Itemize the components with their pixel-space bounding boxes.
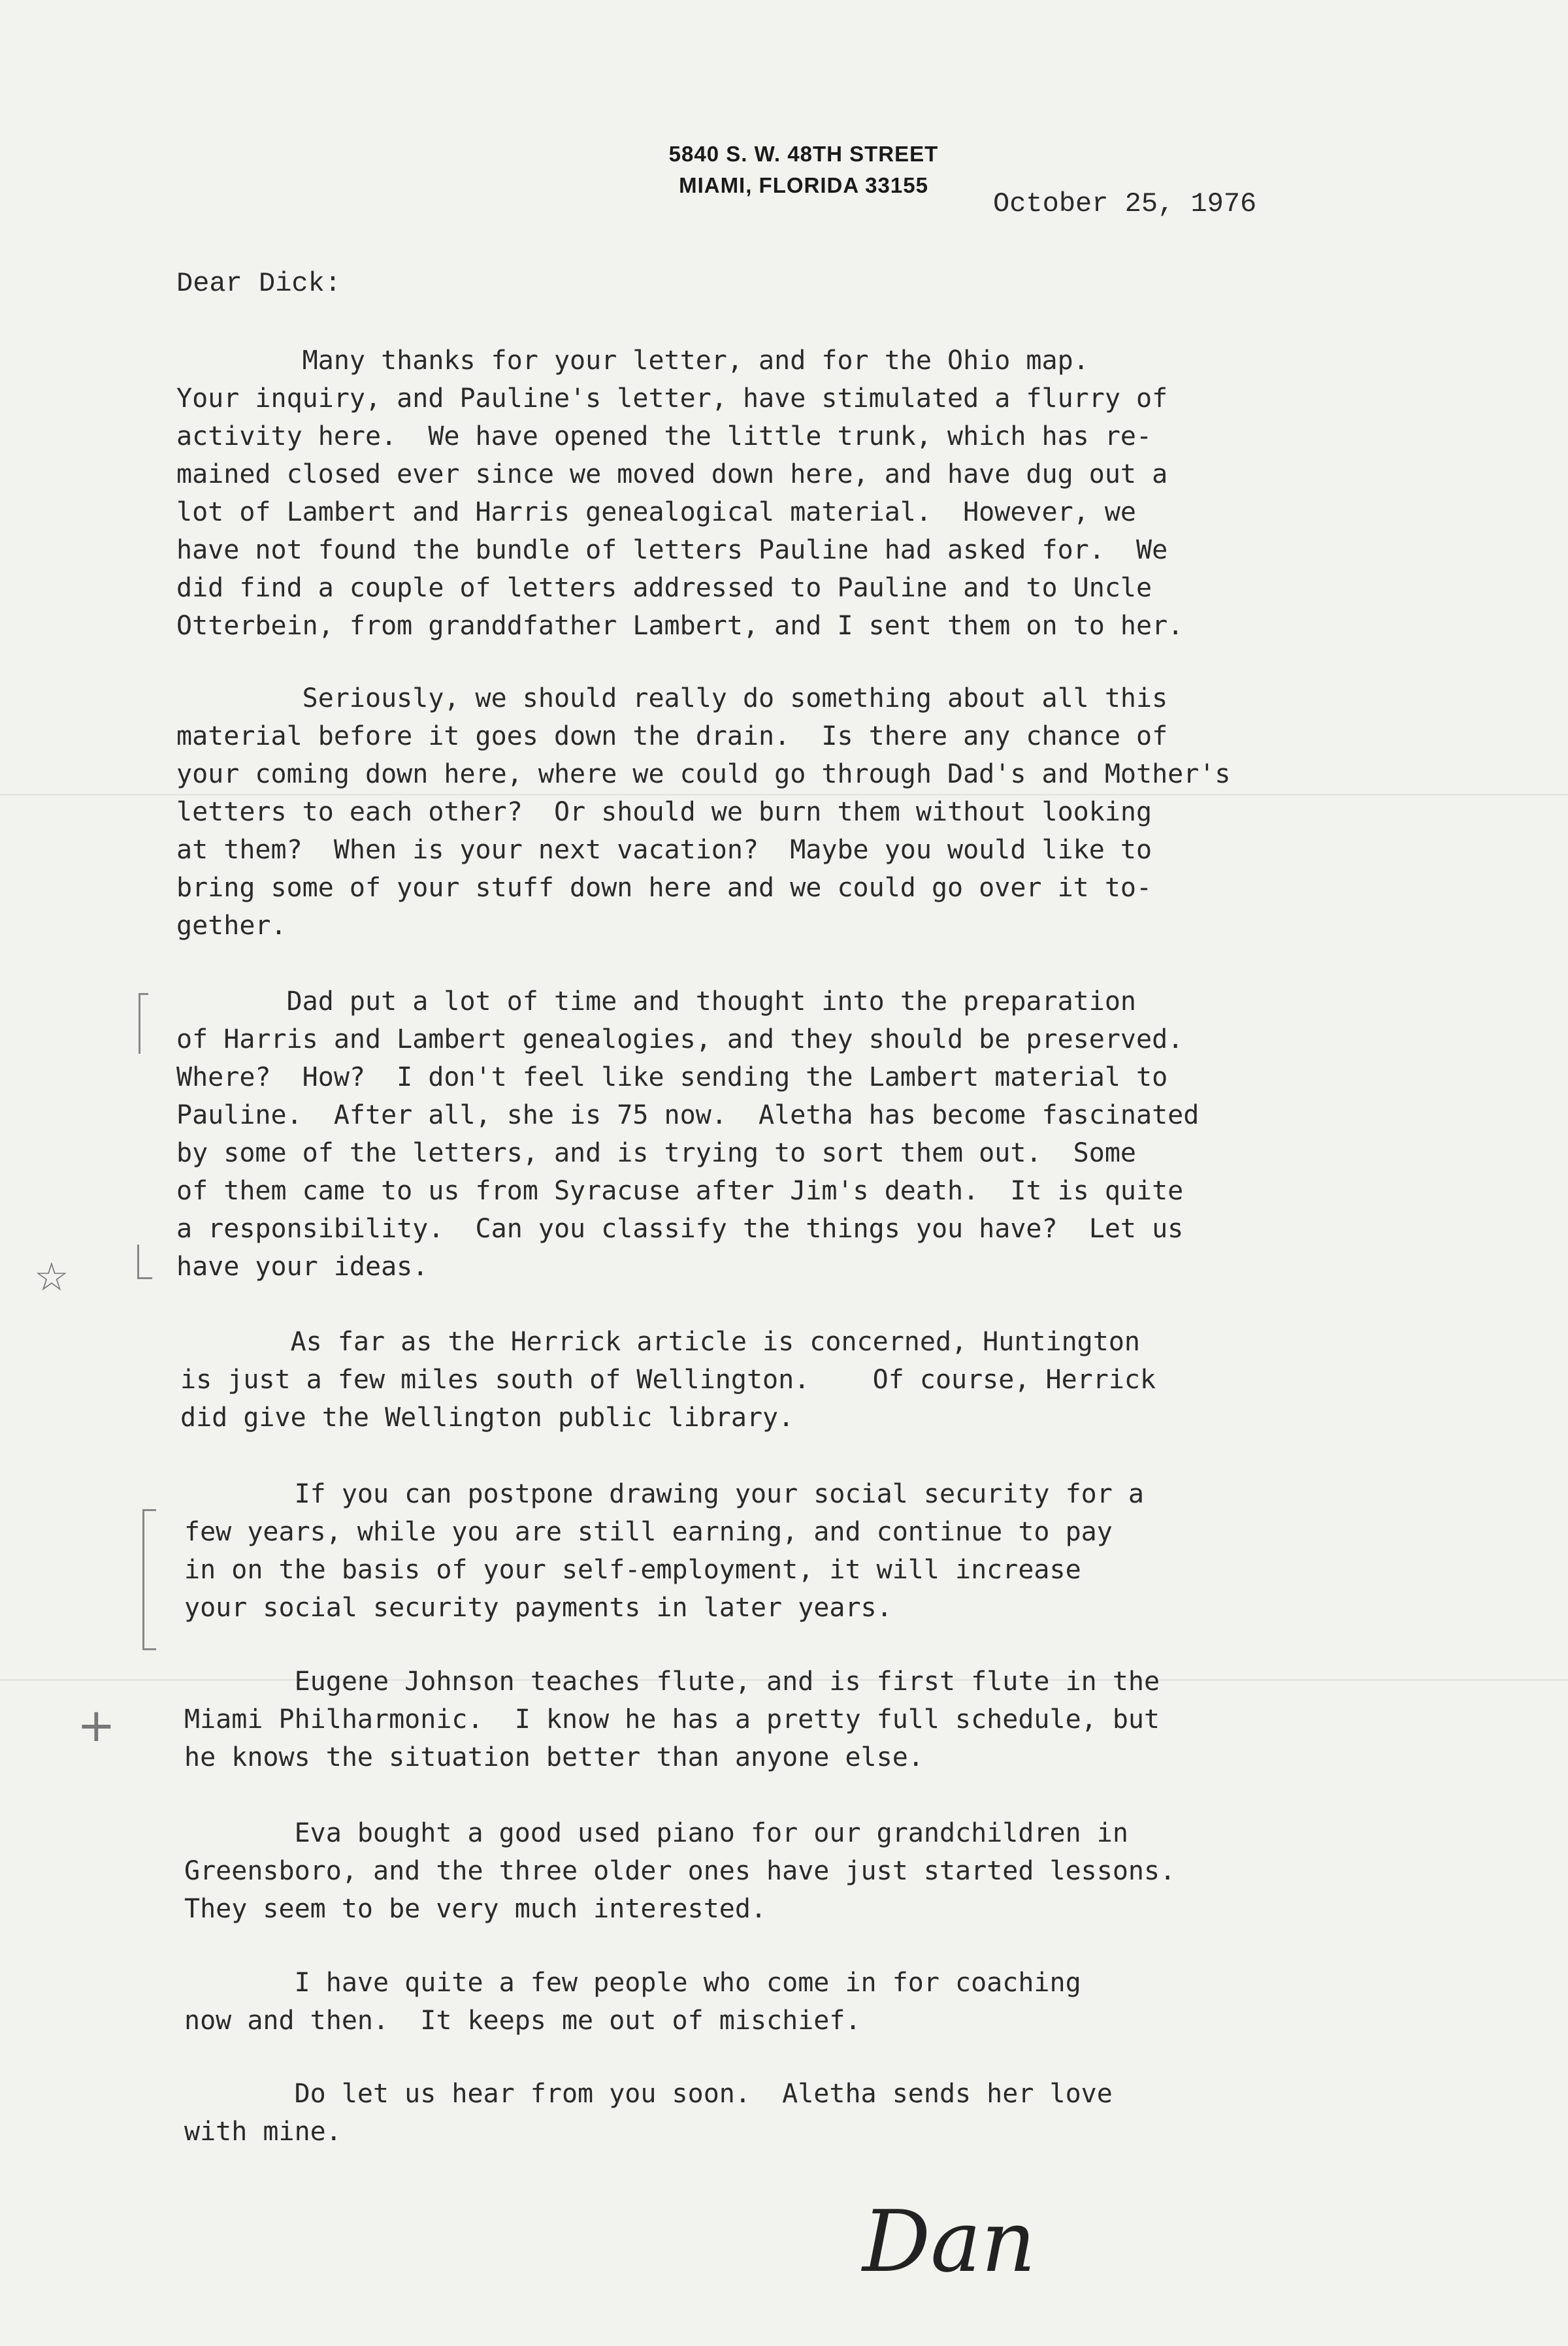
paragraph-8: I have quite a few people who come in for coaching now and then. It keeps me out of mischief. bbox=[184, 1968, 1081, 2036]
margin-bracket bbox=[142, 1509, 156, 1650]
letterhead-street: 5840 S. W. 48TH STREET bbox=[668, 142, 939, 166]
margin-bracket bbox=[139, 993, 148, 1054]
salutation: Dear Dick: bbox=[176, 268, 342, 299]
paragraph-6: Eugene Johnson teaches flute, and is first flute in the Miami Philharmonic. I know he has a pretty full schedule, but he knows the situation better than anyone else. bbox=[184, 1667, 1160, 1772]
cross-mark-icon: + bbox=[77, 1699, 116, 1752]
paragraph-3: Dad put a lot of time and thought into the preparation of Harris and Lambert genealogies, and they should be preserved. Where? How? I don't feel like sending the Lambert material to Pauline. After all, she is 75 now. Aletha has become fascinated by some of the letters, and is trying to sort them out. Some of them came to us from Syracuse after Jim's death. It is quite a responsibility. Can you classify the things you have? Let us have your ideas. bbox=[176, 986, 1200, 1282]
paragraph-1: Many thanks for your letter, and for the Ohio map. Your inquiry, and Pauline's letter, have stimulated a flurry of activity here. We have opened the little trunk, which has re- mained closed ever since we moved down here, and have dug out a lot of Lambert and Harris genealogical material. However, we have not found the bundle of letters Pauline had asked for. We did find a couple of letters addressed to Pauline and to Uncle Otterbein, from granddfather Lambert, and I sent them on to her. bbox=[176, 346, 1184, 641]
letter-date: October 25, 1976 bbox=[993, 188, 1257, 220]
paragraph-5: If you can postpone drawing your social security for a few years, while you are still earning, and continue to pay in on the basis of your self-employment, it will increase your social security payments in later years. bbox=[184, 1479, 1145, 1623]
paragraph-7: Eva bought a good used piano for our grandchildren in Greensboro, and the three older ones have just started lessons. They seem to be very much interested. bbox=[184, 1818, 1176, 1924]
paragraph-2: Seriously, we should really do something about all this material before it goes down the drain. Is there any chance of your coming down here, where we could go through Dad's and Mother's letters to each other? Or should we burn them without looking at them? When is your next vacation? Maybe you would like to bring some of your stuff down here and we could go over it to- gether. bbox=[176, 683, 1231, 941]
margin-bracket bbox=[137, 1245, 152, 1279]
letterhead bbox=[601, 138, 1006, 201]
handwritten-signature: Dan bbox=[862, 2192, 1036, 2291]
letterhead-city: MIAMI, FLORIDA 33155 bbox=[679, 173, 928, 197]
closing-line: Do let us hear from you soon. Aletha sends her love with mine. bbox=[184, 2079, 1113, 2147]
star-mark-icon: ☆ bbox=[34, 1254, 69, 1300]
paragraph-4: As far as the Herrick article is concerned, Huntington is just a few miles south of Wellington. Of course, Herrick did give the Wellington public library. bbox=[180, 1327, 1156, 1433]
